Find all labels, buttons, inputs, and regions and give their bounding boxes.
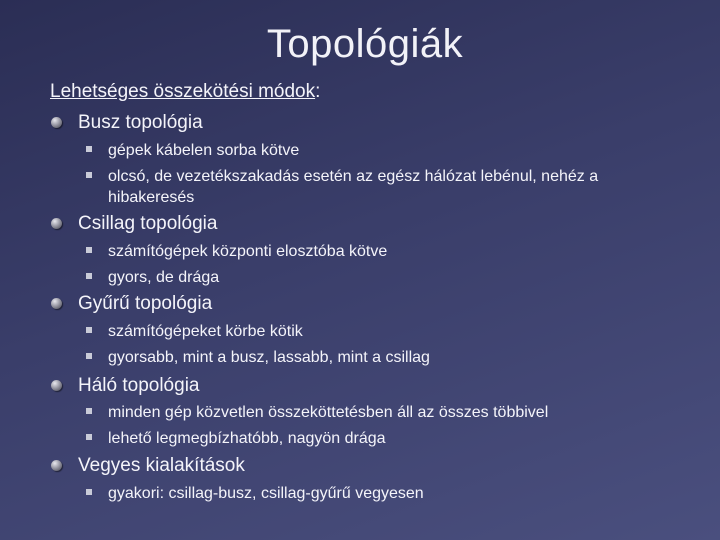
round-bullet-icon <box>51 298 62 309</box>
list-item <box>108 428 678 449</box>
section-heading-label: Gyűrű topológia <box>78 293 213 314</box>
round-bullet-icon <box>51 218 62 229</box>
square-bullet-icon <box>86 408 92 414</box>
section-heading-label: Háló topológia <box>78 375 200 396</box>
list-item <box>108 483 678 504</box>
list-item <box>108 241 678 262</box>
square-bullet-icon <box>86 489 92 495</box>
square-bullet-icon <box>86 434 92 440</box>
slide-title: Topológiák <box>266 22 464 66</box>
square-bullet-icon <box>86 247 92 253</box>
section-heading-halo <box>78 375 199 397</box>
round-bullet-icon <box>51 117 62 128</box>
list-item <box>108 347 678 368</box>
section-heading-gyuru <box>78 293 212 315</box>
list-item-text: minden gép közvetlen összeköttetésben áll az összes többivel <box>108 404 549 421</box>
section-heading-label: Csillag topológia <box>78 213 218 234</box>
list-item <box>108 321 678 342</box>
list-item <box>108 166 678 208</box>
round-bullet-icon <box>51 380 62 391</box>
section-heading-label: Vegyes kialakítások <box>78 455 245 476</box>
section-heading-vegyes <box>78 455 245 477</box>
section-heading-csillag <box>78 213 217 235</box>
square-bullet-icon <box>86 353 92 359</box>
square-bullet-icon <box>86 273 92 279</box>
round-bullet-icon <box>51 460 62 471</box>
section-heading-busz <box>78 112 203 134</box>
square-bullet-icon <box>86 146 92 152</box>
list-item-text: gépek kábelen sorba kötve <box>108 142 300 159</box>
list-item-text: gyors, de drága <box>108 269 220 286</box>
list-item-text: számítógépek központi elosztóba kötve <box>108 243 388 260</box>
list-item-text: gyorsabb, mint a busz, lassabb, mint a csillag <box>108 349 430 366</box>
square-bullet-icon <box>86 172 92 178</box>
list-item-text: olcsó, de vezetékszakadás esetén az egész hálózat lebénul, nehéz a hibakeresés <box>108 168 599 206</box>
square-bullet-icon <box>86 327 92 333</box>
list-item <box>108 402 678 423</box>
list-item-text: számítógépeket körbe kötik <box>108 323 303 340</box>
list-item <box>108 267 678 288</box>
intro-label: Lehetséges összekötési módok <box>50 81 316 102</box>
list-item <box>108 140 678 161</box>
list-item-text: gyakori: csillag-busz, csillag-gyűrű vegyesen <box>108 485 424 502</box>
list-item-text: lehető legmegbízhatóbb, nagyön drága <box>108 430 386 447</box>
section-heading-label: Busz topológia <box>78 112 203 133</box>
intro-colon: : <box>315 81 321 102</box>
